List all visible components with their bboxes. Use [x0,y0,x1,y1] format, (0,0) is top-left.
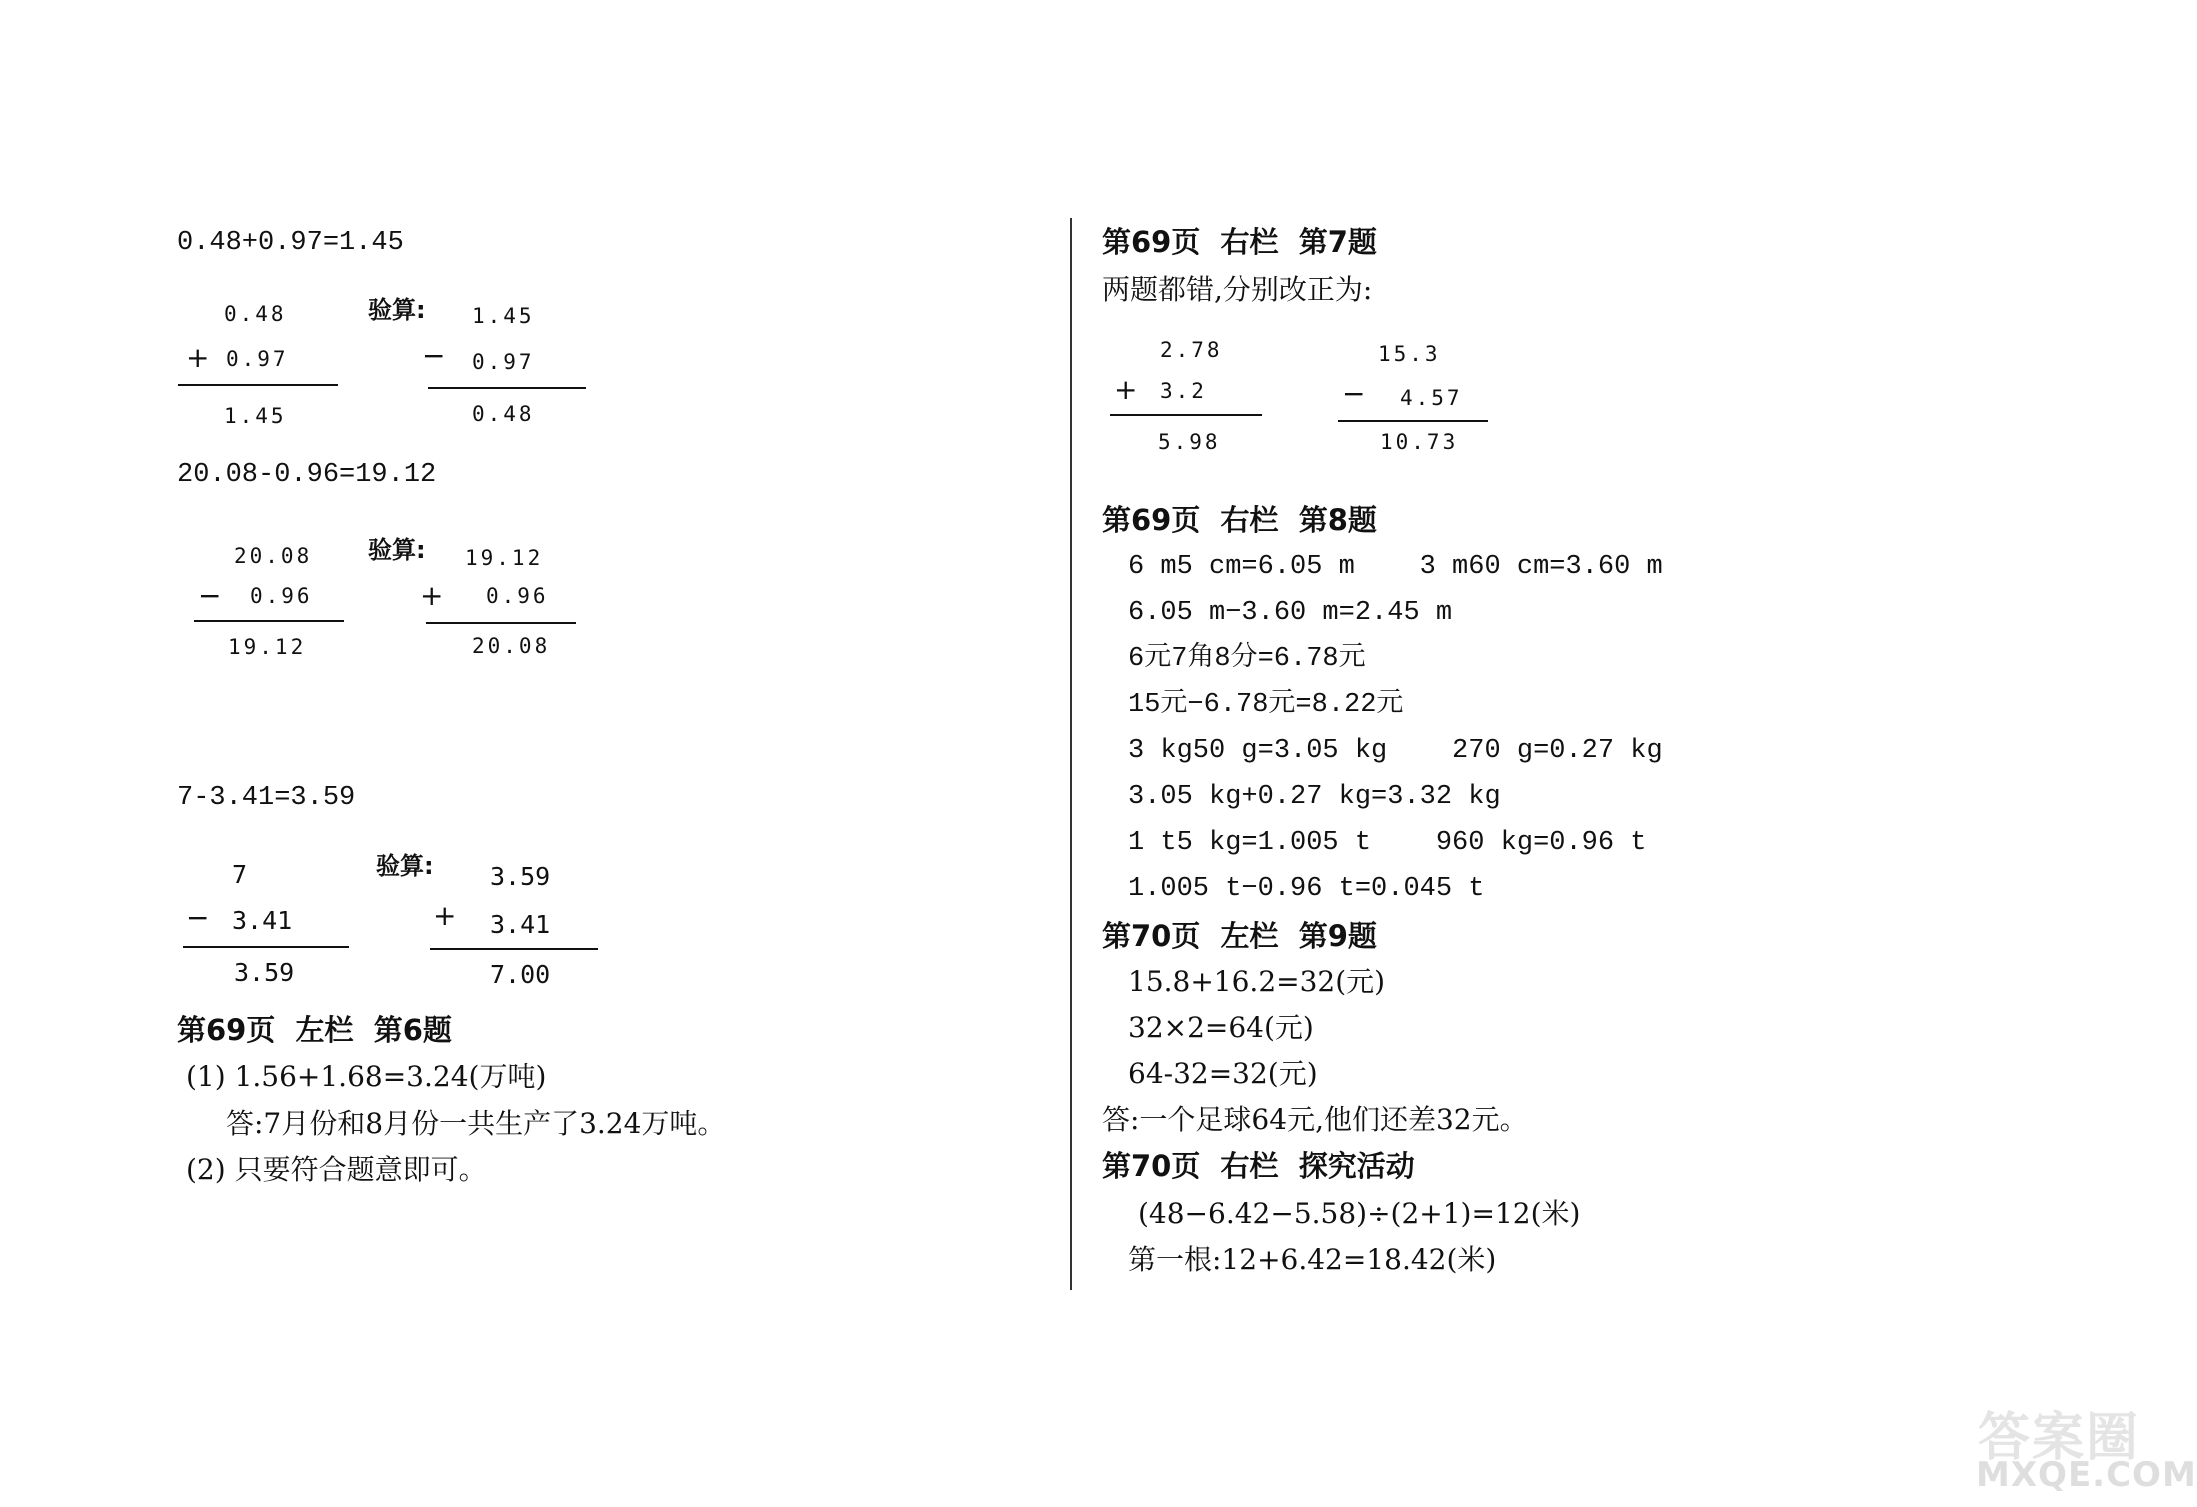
calc-result: 19.12 [228,635,307,659]
q7-intro: 两题都错,分别改正为: [1102,273,1373,306]
calc-rule [426,622,576,624]
watermark-logo: 答案圈 [1978,1408,2141,1468]
q8-line: 1.005 t−0.96 t=0.045 t [1128,874,1485,904]
check-label: 验算: [368,536,426,564]
calc-result: 3.59 [234,958,295,987]
q8-line: 6.05 m−3.60 m=2.45 m [1128,598,1453,628]
calc-result: 7.00 [490,960,551,989]
calc-rule [194,620,344,622]
q6-answer: 答:7月份和8月份一共生产了3.24万吨。 [226,1107,726,1140]
calc-operator: + [420,579,444,612]
calc-operand-b: 4.57 [1400,386,1463,410]
calc-operand-b: 3.41 [490,910,551,939]
section-heading-q9: 第70页 左栏 第9题 [1102,919,1377,953]
calc-result: 20.08 [472,634,551,658]
calc-operand-b: 0.97 [472,350,535,374]
calc-operator: − [1342,377,1366,410]
q6-line-2: (2) 只要符合题意即可。 [186,1153,487,1186]
calc-operator: + [1114,373,1138,406]
q9-line: 64-32=32(元) [1128,1057,1318,1090]
calc-operand-b: 3.41 [232,906,293,935]
calc-operand-a: 7 [232,860,248,889]
calc-operator: − [186,901,210,934]
calc-operand-b: 0.97 [226,347,289,371]
calc-operator: − [422,339,446,372]
equation-3: 7-3.41=3.59 [177,783,356,813]
calc-operand-a: 19.12 [465,546,544,570]
watermark-url: MXQE.COM [1976,1455,2197,1495]
calc-operand-b: 0.96 [250,584,313,608]
q8-line: 6 m5 cm=6.05 m 3 m60 cm=3.60 m [1128,552,1663,582]
explore-line: (48−6.42−5.58)÷(2+1)=12(米) [1138,1197,1581,1230]
section-heading-q6: 第69页 左栏 第6题 [177,1013,452,1047]
calc-rule [1338,420,1488,422]
calc-rule [183,946,349,948]
equation-1: 0.48+0.97=1.45 [177,228,404,258]
calc-result: 5.98 [1158,430,1221,454]
q9-line: 32×2=64(元) [1128,1011,1314,1044]
equation-2: 20.08-0.96=19.12 [177,460,437,490]
q9-line: 15.8+16.2=32(元) [1128,965,1386,998]
calc-rule [1110,414,1262,416]
calc-result: 10.73 [1380,430,1459,454]
q8-line: 3 kg50 g=3.05 kg 270 g=0.27 kg [1128,736,1663,766]
q9-answer: 答:一个足球64元,他们还差32元。 [1102,1103,1528,1136]
calc-operand-a: 2.78 [1160,338,1223,362]
column-divider [1070,218,1072,1290]
calc-operand-a: 3.59 [490,862,551,891]
calc-operator: − [198,579,222,612]
section-heading-q7: 第69页 右栏 第7题 [1102,225,1377,259]
calc-rule [428,387,586,389]
calc-operand-a: 15.3 [1378,342,1441,366]
check-label: 验算: [368,296,426,324]
q8-line: 1 t5 kg=1.005 t 960 kg=0.96 t [1128,828,1647,858]
q6-line-1: (1) 1.56+1.68=3.24(万吨) [186,1060,547,1093]
q8-line: 6元7角8分=6.78元 [1128,644,1366,674]
explore-line: 第一根:12+6.42=18.42(米) [1128,1243,1497,1276]
calc-operand-a: 20.08 [234,544,313,568]
calc-operator: + [186,341,210,374]
calc-result: 0.48 [472,402,535,426]
q8-line: 15元−6.78元=8.22元 [1128,690,1404,720]
check-label: 验算: [376,852,434,880]
calc-operand-b: 3.2 [1160,379,1207,403]
section-heading-q8: 第69页 右栏 第8题 [1102,503,1377,537]
calc-rule [430,948,598,950]
section-heading-explore: 第70页 右栏 探究活动 [1102,1149,1415,1183]
q8-line: 3.05 kg+0.27 kg=3.32 kg [1128,782,1501,812]
calc-operator: + [433,899,457,932]
calc-operand-a: 0.48 [224,302,287,326]
calc-rule [178,384,338,386]
calc-operand-a: 1.45 [472,304,535,328]
calc-operand-b: 0.96 [486,584,549,608]
calc-result: 1.45 [224,404,287,428]
